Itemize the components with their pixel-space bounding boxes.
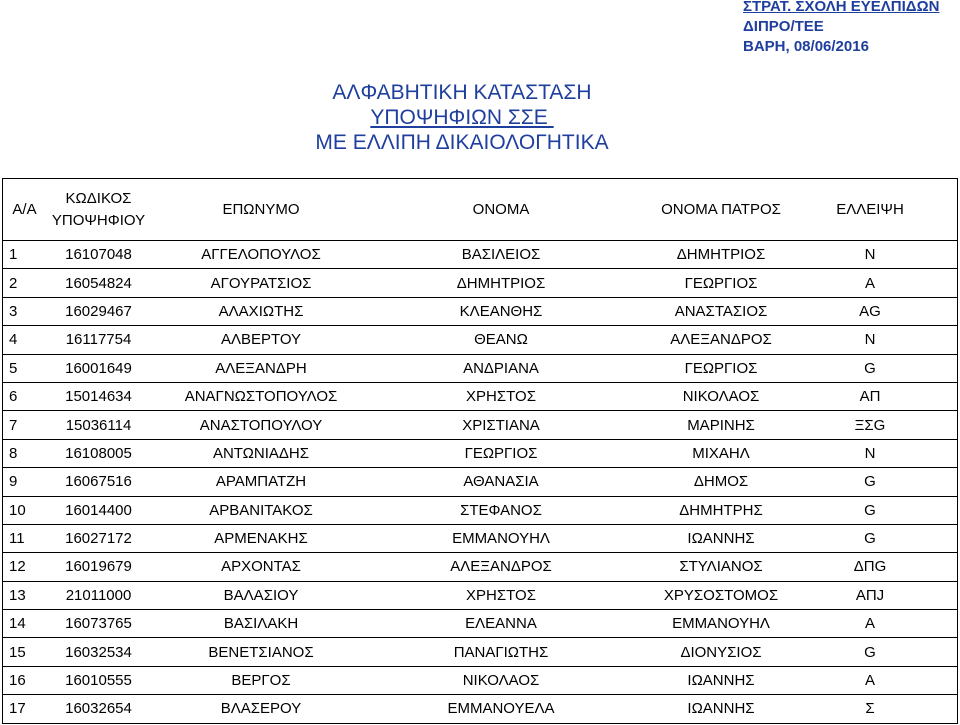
table-row <box>3 638 957 666</box>
father-name-cell: ΔΗΜΟΣ <box>693 473 749 491</box>
missing-documents-cell: G <box>864 359 876 377</box>
father-name-cell: ΣΤΥΛΙΑΝΟΣ <box>679 558 763 576</box>
missing-documents-cell: AG <box>859 302 881 320</box>
first-name-cell: ΧΡΙΣΤΙΑΝΑ <box>462 416 540 434</box>
document-title <box>212 80 712 155</box>
surname-cell: ΑΡΧΟΝΤΑΣ <box>221 558 301 576</box>
first-name-cell: ΓΕΩΡΓΙΟΣ <box>464 444 538 462</box>
first-name-cell: ΝΙΚΟΛΑΟΣ <box>462 672 540 690</box>
surname-cell: ΑΓΟΥΡΑΤΣΙΟΣ <box>210 274 312 292</box>
row-number-cell: 14 <box>9 615 26 633</box>
first-name-cell: ΧΡΗΣΤΟΣ <box>466 388 536 406</box>
table-header-row <box>3 179 957 241</box>
row-number-cell: 9 <box>9 473 18 491</box>
first-name-cell: ΑΛΕΞΑΝΔΡΟΣ <box>450 558 552 576</box>
row-number-cell: 2 <box>9 274 18 292</box>
row-number-cell: 1 <box>9 246 18 264</box>
table-row <box>3 468 957 496</box>
first-name-cell: ΑΘΑΝΑΣΙΑ <box>463 473 539 491</box>
table-row <box>3 355 957 383</box>
candidate-code-cell: 16073765 <box>65 615 132 633</box>
candidate-code-cell: 16032534 <box>65 643 132 661</box>
missing-documents-cell: Σ <box>865 700 875 718</box>
missing-documents-cell: A <box>864 274 875 292</box>
candidate-code-cell: 15036114 <box>65 416 132 434</box>
missing-documents-cell: N <box>864 331 876 349</box>
father-name-cell: ΑΛΕΞΑΝΔΡΟΣ <box>670 331 772 349</box>
department-name: ΔΙΠΡΟ/ΤΕΕ <box>743 18 824 35</box>
father-name-cell: ΕΜΜΑΝΟΥΗΛ <box>672 615 770 633</box>
table-row <box>3 298 957 326</box>
row-number-cell: 12 <box>9 558 26 576</box>
candidate-code-cell: 16029467 <box>65 302 132 320</box>
row-number-cell: 8 <box>9 444 18 462</box>
father-name-cell: ΙΩΑΝΝΗΣ <box>687 672 755 690</box>
column-header-name: ΟΝΟΜΑ <box>472 200 530 218</box>
candidate-code-cell: 16010555 <box>65 672 132 690</box>
row-number-cell: 10 <box>9 501 26 519</box>
first-name-cell: ΑΝΔΡΙΑΝΑ <box>463 359 539 377</box>
first-name-cell: ΕΜΜΑΝΟΥΗΛ <box>452 530 550 548</box>
table-row <box>3 383 957 411</box>
candidate-code-cell: 16014400 <box>65 501 132 519</box>
column-header-surname: ΕΠΩΝΥΜΟ <box>222 200 300 218</box>
column-header-missing: ΕΛΛΕΙΨΗ <box>836 200 904 218</box>
candidate-code-cell: 16108005 <box>65 444 132 462</box>
issuer-block <box>743 0 939 57</box>
table-row <box>3 525 957 553</box>
candidate-code-cell: 16117754 <box>65 331 132 349</box>
surname-cell: ΑΝΑΓΝΩΣΤΟΠΟΥΛΟΣ <box>184 388 338 406</box>
candidate-code-cell: 16019679 <box>65 558 132 576</box>
candidate-code-cell: 16107048 <box>65 246 132 264</box>
first-name-cell: ΕΛΕΑΝΝΑ <box>465 615 537 633</box>
table-row <box>3 326 957 354</box>
column-header-code: ΚΩΔΙΚΟΣ ΥΠΟΨΗΦΙΟΥ <box>51 189 146 229</box>
surname-cell: ΒΛΑΣΕΡΟΥ <box>220 700 302 718</box>
missing-documents-cell: ΔΠG <box>853 558 887 576</box>
place-date: ΒΑΡΗ, 08/06/2016 <box>743 38 869 55</box>
row-number-cell: 16 <box>9 672 26 690</box>
missing-documents-cell: A <box>864 672 875 690</box>
surname-cell: ΒΑΣΙΛΑΚΗ <box>223 615 299 633</box>
missing-documents-cell: G <box>864 530 876 548</box>
father-name-cell: ΝΙΚΟΛΑΟΣ <box>682 388 760 406</box>
father-name-cell: ΔΙΟΝΥΣΙΟΣ <box>680 643 762 661</box>
father-name-cell: ΔΗΜΗΤΡΗΣ <box>679 501 763 519</box>
surname-cell: ΒΕΡΓΟΣ <box>231 672 291 690</box>
father-name-cell: ΙΩΑΝΝΗΣ <box>687 530 755 548</box>
missing-documents-cell: G <box>864 473 876 491</box>
table-row <box>3 610 957 638</box>
row-number-cell: 6 <box>9 388 18 406</box>
first-name-cell: ΒΑΣΙΛΕΙΟΣ <box>461 246 541 264</box>
title-line-1: ΑΛΦΑΒΗΤΙΚΗ ΚΑΤΑΣΤΑΣΗ <box>332 81 592 104</box>
first-name-cell: ΕΜΜΑΝΟΥΕΛΑ <box>447 700 555 718</box>
row-number-cell: 11 <box>9 530 25 548</box>
surname-cell: ΑΛΕΞΑΝΔΡΗ <box>215 359 307 377</box>
title-line-3: ΜΕ ΕΛΛΙΠΗ ΔΙΚΑΙΟΛΟΓΗΤΙΚΑ <box>315 131 609 154</box>
title-line-2: ΥΠΟΨΗΦΙΩΝ ΣΣΕ <box>370 106 554 129</box>
table-row <box>3 241 957 269</box>
missing-documents-cell: ΑΠJ <box>855 586 885 604</box>
missing-documents-cell: A <box>864 615 875 633</box>
row-number-cell: 3 <box>9 302 18 320</box>
father-name-cell: ΓΕΩΡΓΙΟΣ <box>684 274 758 292</box>
candidate-code-cell: 21011000 <box>65 586 132 604</box>
father-name-cell: ΙΩΑΝΝΗΣ <box>687 700 755 718</box>
table-row <box>3 411 957 439</box>
column-header-aa: Α/Α <box>12 200 37 218</box>
father-name-cell: ΜΑΡΙΝΗΣ <box>687 416 755 434</box>
row-number-cell: 17 <box>9 700 26 718</box>
candidate-code-cell: 15014634 <box>65 388 132 406</box>
father-name-cell: ΧΡΥΣΟΣΤΟΜΟΣ <box>663 586 779 604</box>
candidate-code-cell: 16032654 <box>65 700 132 718</box>
table-row <box>3 553 957 581</box>
surname-cell: ΑΛΑΧΙΩΤΗΣ <box>218 302 304 320</box>
table-row <box>3 497 957 525</box>
father-name-cell: ΔΗΜΗΤΡΙΟΣ <box>676 246 766 264</box>
first-name-cell: ΣΤΕΦΑΝΟΣ <box>460 501 542 519</box>
candidate-code-cell: 16054824 <box>65 274 132 292</box>
first-name-cell: ΔΗΜΗΤΡΙΟΣ <box>456 274 546 292</box>
surname-cell: ΒΑΛΑΣΙΟΥ <box>223 586 299 604</box>
first-name-cell: ΚΛΕΑΝΘΗΣ <box>459 302 543 320</box>
father-name-cell: ΑΝΑΣΤΑΣΙΟΣ <box>674 302 768 320</box>
surname-cell: ΑΡΒΑΝΙΤΑΚΟΣ <box>209 501 313 519</box>
missing-documents-cell: ΑΠ <box>859 388 881 406</box>
first-name-cell: ΠΑΝΑΓΙΩΤΗΣ <box>453 643 549 661</box>
candidates-table <box>2 178 958 724</box>
missing-documents-cell: N <box>864 246 876 264</box>
row-number-cell: 15 <box>9 643 26 661</box>
surname-cell: ΑΡΜΕΝΑΚΗΣ <box>214 530 308 548</box>
first-name-cell: ΧΡΗΣΤΟΣ <box>466 586 536 604</box>
row-number-cell: 5 <box>9 359 18 377</box>
surname-cell: ΑΝΤΩΝΙΑΔΗΣ <box>212 444 310 462</box>
title-line-2-wrap <box>212 105 712 130</box>
missing-documents-cell: ΞΣG <box>854 416 886 434</box>
table-body <box>3 241 957 724</box>
missing-documents-cell: G <box>864 501 876 519</box>
row-number-cell: 13 <box>9 586 26 604</box>
missing-documents-cell: G <box>864 643 876 661</box>
column-header-father-name: ΟΝΟΜΑ ΠΑΤΡΟΣ <box>661 200 781 218</box>
school-name: ΣΤΡΑΤ. ΣΧΟΛΗ ΕΥΕΛΠΙΔΩΝ <box>743 0 940 15</box>
candidate-code-cell: 16067516 <box>65 473 132 491</box>
candidate-code-cell: 16027172 <box>65 530 132 548</box>
surname-cell: ΑΝΑΣΤΟΠΟΥΛΟΥ <box>199 416 323 434</box>
surname-cell: ΑΓΓΕΛΟΠΟΥΛΟΣ <box>201 246 321 264</box>
row-number-cell: 4 <box>9 331 18 349</box>
surname-cell: ΒΕΝΕΤΣΙΑΝΟΣ <box>208 643 314 661</box>
father-name-cell: ΓΕΩΡΓΙΟΣ <box>684 359 758 377</box>
row-number-cell: 7 <box>9 416 18 434</box>
table-row <box>3 269 957 297</box>
table-row <box>3 667 957 695</box>
father-name-cell: ΜΙΧΑΗΛ <box>692 444 750 462</box>
first-name-cell: ΘΕΑΝΩ <box>474 331 528 349</box>
candidate-code-cell: 16001649 <box>65 359 132 377</box>
table-row <box>3 695 957 723</box>
missing-documents-cell: N <box>864 444 876 462</box>
surname-cell: ΑΡΑΜΠΑΤΖΗ <box>215 473 307 491</box>
surname-cell: ΑΛΒΕΡΤΟΥ <box>220 331 302 349</box>
table-row <box>3 440 957 468</box>
table-row <box>3 582 957 610</box>
